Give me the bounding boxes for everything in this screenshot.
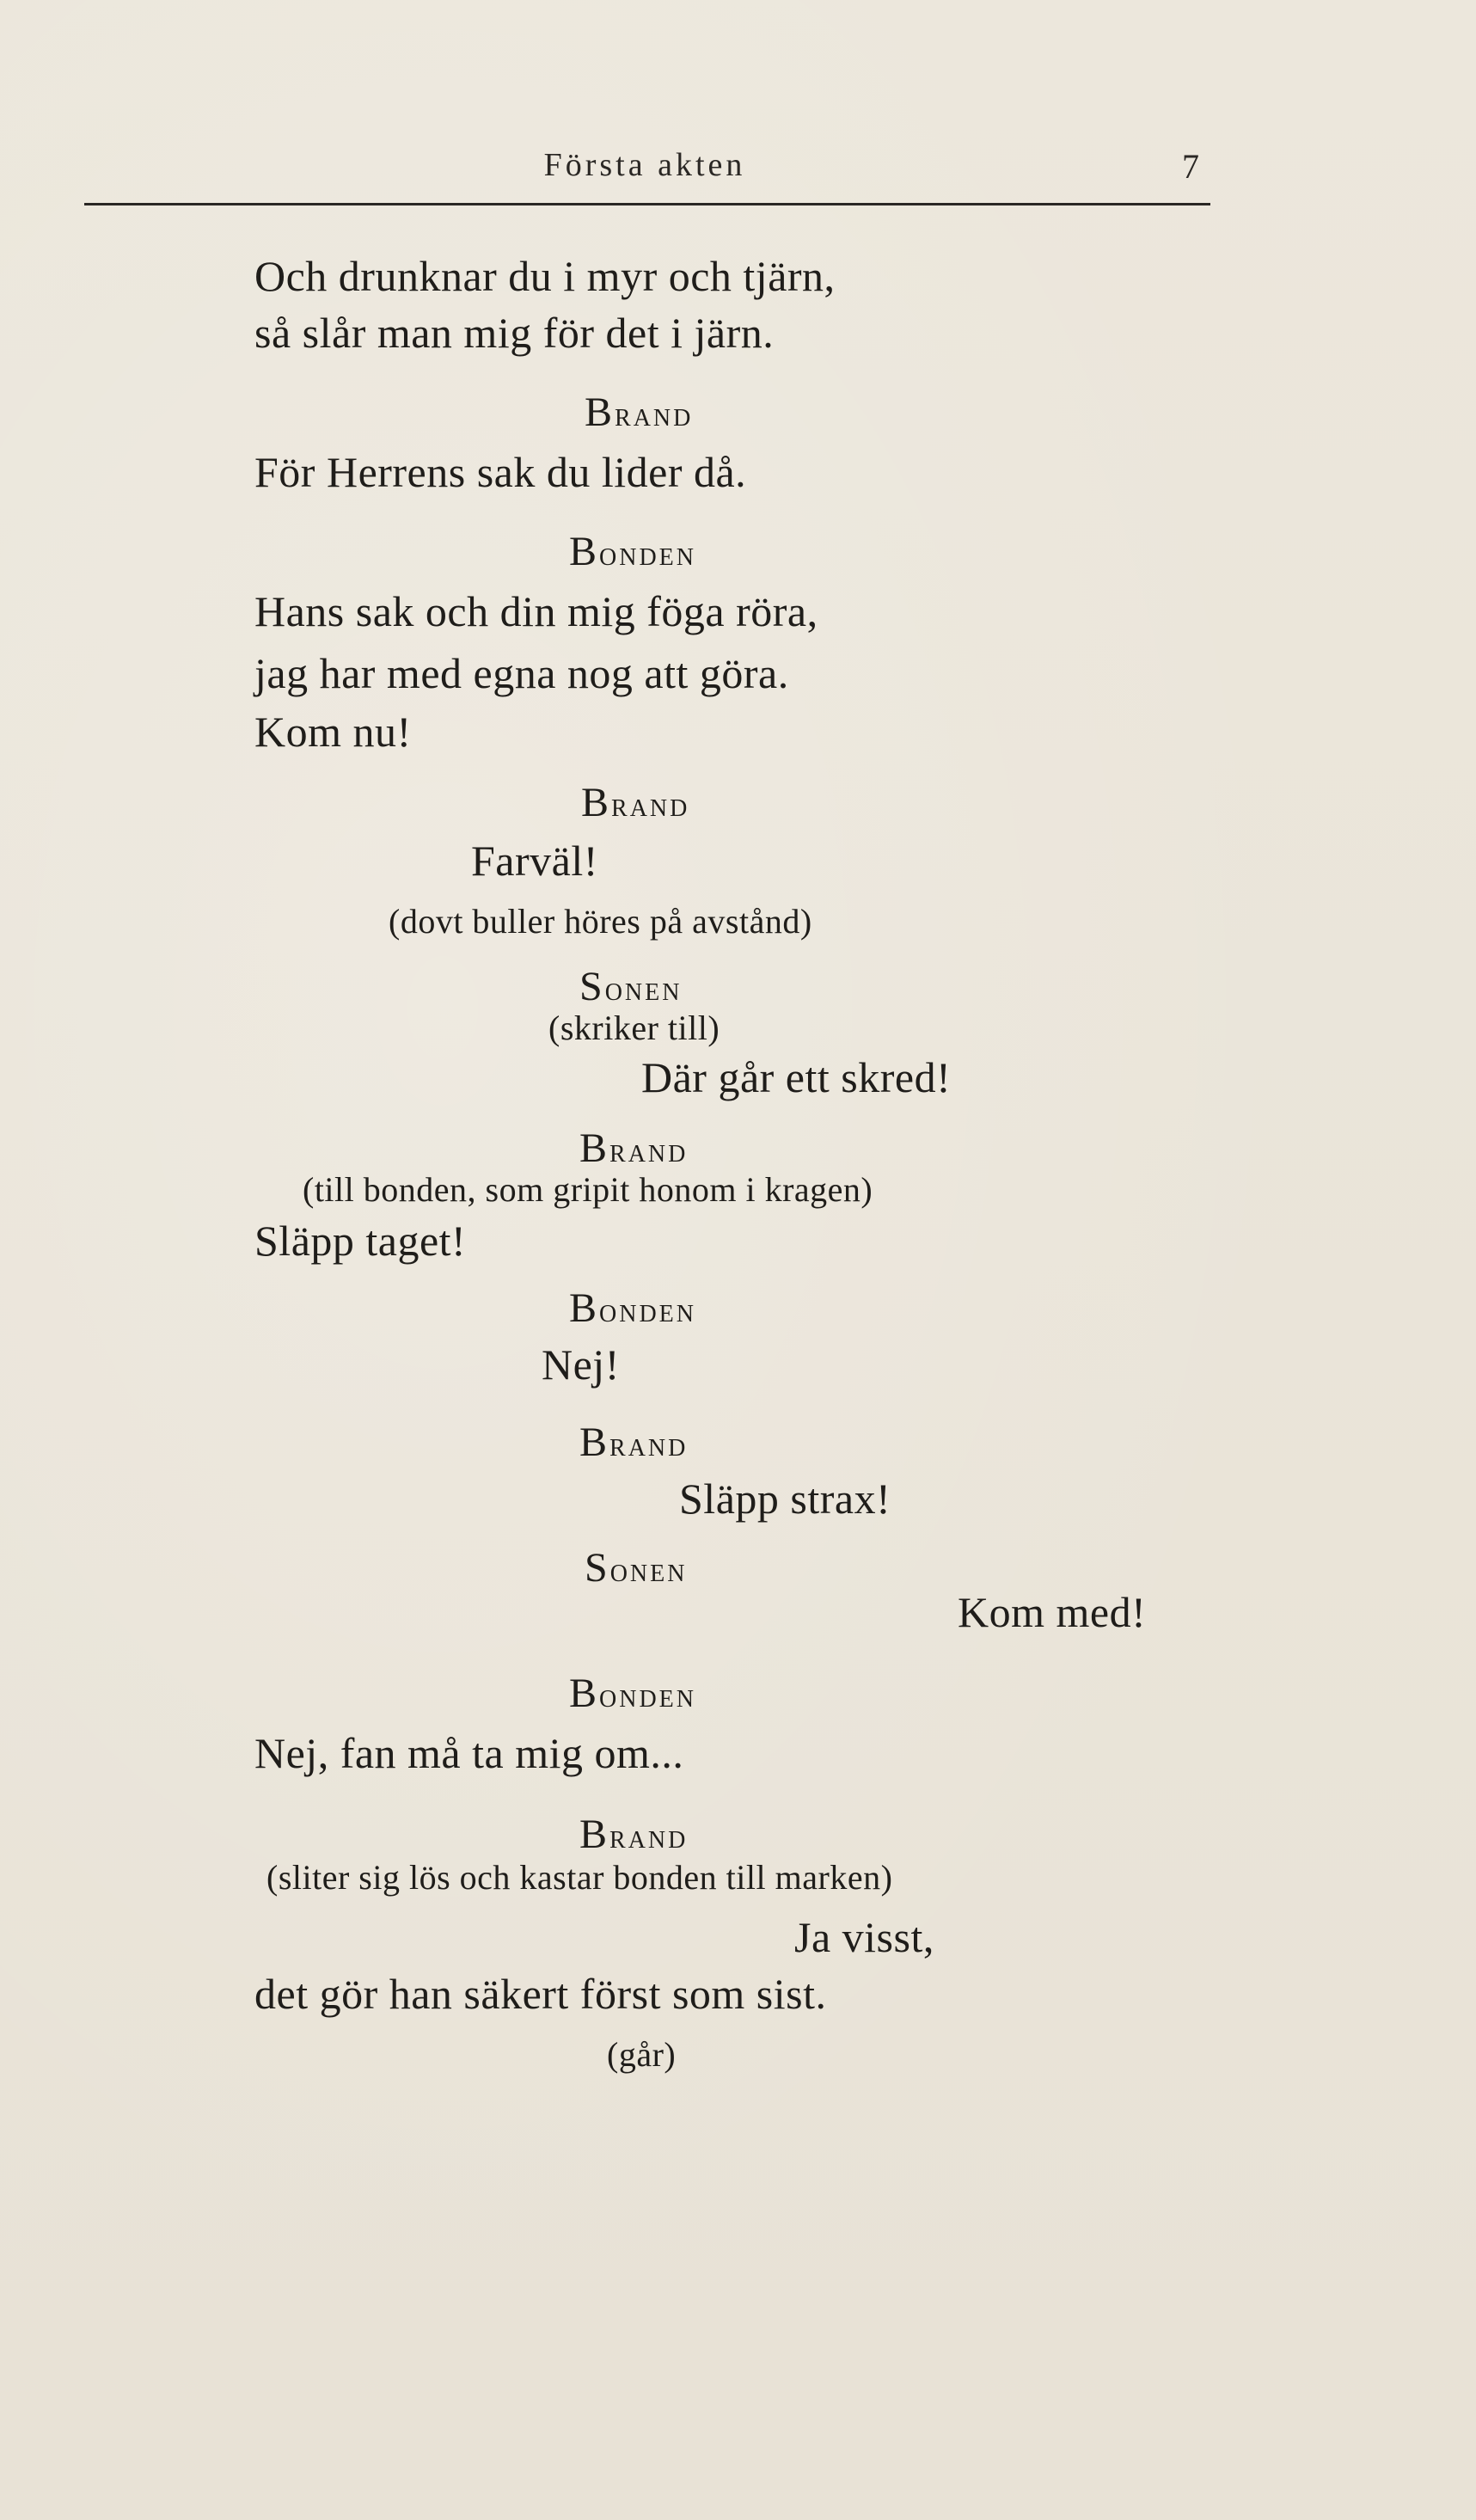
speaker-name: Sonen — [585, 1545, 688, 1591]
running-header-title: Första akten — [543, 147, 746, 183]
speaker-name: Bonden — [569, 1671, 697, 1716]
speaker-name: Sonen — [579, 964, 683, 1009]
page-number: 7 — [1182, 147, 1199, 186]
speaker-name: Brand — [579, 1812, 689, 1857]
stage-direction: (går) — [607, 2035, 677, 2074]
stage-direction: (dovt buller höres på avstånd) — [389, 902, 812, 941]
verse-line: Där går ett skred! — [641, 1053, 952, 1101]
verse-line: så slår man mig för det i järn. — [254, 309, 775, 357]
stage-direction: (sliter sig lös och kastar bonden till marken) — [266, 1858, 893, 1897]
speaker-name: Bonden — [569, 1285, 697, 1331]
verse-line: Kom med! — [958, 1588, 1147, 1636]
verse-line: Hans sak och din mig föga röra, — [254, 587, 818, 635]
speaker-name: Brand — [581, 780, 690, 825]
verse-line: Nej! — [542, 1340, 620, 1389]
stage-direction: (skriker till) — [548, 1009, 720, 1047]
speaker-name: Brand — [579, 1419, 689, 1465]
header-rule — [84, 203, 1210, 205]
verse-line: Och drunknar du i myr och tjärn, — [254, 252, 836, 300]
speaker-name: Brand — [579, 1125, 689, 1171]
verse-line: Farväl! — [471, 837, 598, 885]
verse-line: Släpp strax! — [679, 1475, 891, 1523]
speaker-name: Brand — [585, 389, 694, 435]
verse-line: jag har med egna nog att göra. — [254, 649, 789, 697]
verse-line: För Herrens sak du lider då. — [254, 448, 747, 496]
verse-line: Släpp taget! — [254, 1217, 467, 1265]
speaker-name: Bonden — [569, 529, 697, 574]
stage-direction: (till bonden, som gripit honom i kragen) — [303, 1170, 873, 1209]
verse-line: det gör han säkert först som sist. — [254, 1970, 827, 2018]
verse-line: Nej, fan må ta mig om... — [254, 1729, 684, 1777]
verse-line: Kom nu! — [254, 708, 412, 756]
verse-line: Ja visst, — [794, 1913, 934, 1961]
